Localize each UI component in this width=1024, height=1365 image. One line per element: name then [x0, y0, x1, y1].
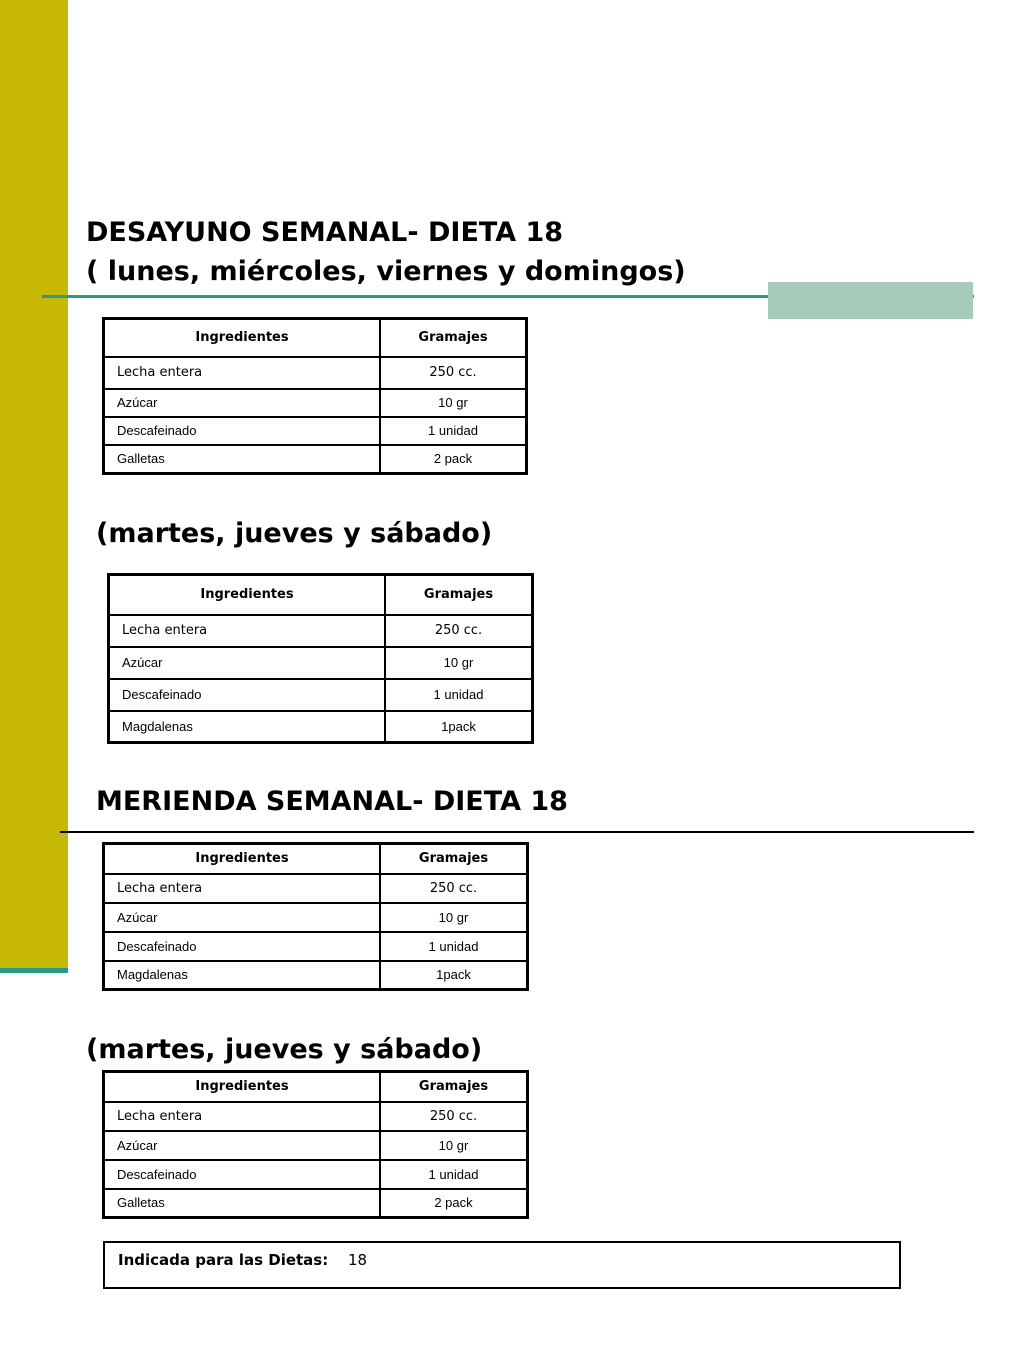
section-title-merienda-mjs: (martes, jueves y sábado): [86, 1034, 483, 1065]
table-row: [104, 1131, 528, 1160]
quantity-cell: 10 gr: [380, 1131, 528, 1160]
table-row: [104, 445, 527, 474]
table-row: [109, 647, 533, 679]
quantity-cell: 1 unidad: [380, 1160, 528, 1189]
table-desayuno-lmvd: [102, 317, 528, 475]
ingredient-cell: Magdalenas: [109, 711, 386, 743]
ingredient-cell: Descafeinado: [104, 1160, 381, 1189]
quantity-cell: 1 unidad: [380, 417, 527, 445]
quantity-cell: 1 unidad: [380, 932, 528, 961]
ingredient-cell: Azúcar: [104, 389, 381, 417]
ingredient-cell: Azúcar: [109, 647, 386, 679]
quantity-cell: 250 cc.: [380, 357, 527, 389]
ingredient-cell: Magdalenas: [104, 961, 381, 990]
ingredient-cell: Descafeinado: [109, 679, 386, 711]
table-row: [104, 1160, 528, 1189]
ingredient-cell: Lecha entera: [104, 357, 381, 389]
section-title-desayuno-line2: ( lunes, miércoles, viernes y domingos): [86, 256, 686, 287]
section-title-desayuno-line1: DESAYUNO SEMANAL- DIETA 18: [86, 217, 564, 248]
column-header-gramajes: Gramajes: [385, 575, 533, 615]
table-row: [104, 961, 528, 990]
ingredient-cell: Galletas: [104, 445, 381, 474]
table-row: [104, 903, 528, 932]
ingredient-cell: Descafeinado: [104, 417, 381, 445]
ingredient-cell: Azúcar: [104, 1131, 381, 1160]
column-header-ingredientes: Ingredientes: [104, 1072, 381, 1102]
column-header-ingredientes: Ingredientes: [109, 575, 386, 615]
column-header-ingredientes: Ingredientes: [104, 844, 381, 874]
side-accent-bar: [0, 0, 68, 968]
section-divider-line: [60, 831, 974, 833]
table-row: [104, 932, 528, 961]
section-title-merienda: MERIENDA SEMANAL- DIETA 18: [96, 786, 568, 817]
diet-indication-box: [103, 1241, 901, 1289]
quantity-cell: 1 unidad: [385, 679, 533, 711]
table-row: [104, 417, 527, 445]
column-header-gramajes: Gramajes: [380, 319, 527, 357]
table-row: [109, 679, 533, 711]
ingredient-cell: Lecha entera: [104, 1102, 381, 1131]
ingredient-cell: Lecha entera: [109, 615, 386, 647]
table-row: [109, 711, 533, 743]
column-header-gramajes: Gramajes: [380, 1072, 528, 1102]
table-row: [104, 357, 527, 389]
table-row: [109, 615, 533, 647]
table-merienda-mjs: [102, 1070, 529, 1219]
quantity-cell: 1pack: [385, 711, 533, 743]
quantity-cell: 2 pack: [380, 445, 527, 474]
table-merienda: [102, 842, 529, 991]
ingredient-cell: Lecha entera: [104, 874, 381, 903]
ingredient-cell: Azúcar: [104, 903, 381, 932]
column-header-ingredientes: Ingredientes: [104, 319, 381, 357]
side-accent-bar-foot: [0, 968, 68, 973]
quantity-cell: 250 cc.: [380, 874, 528, 903]
section-title-desayuno-mjs: (martes, jueves y sábado): [96, 518, 493, 549]
table-row: [104, 1102, 528, 1131]
diet-indication-value: 18: [348, 1251, 368, 1269]
quantity-cell: 10 gr: [380, 389, 527, 417]
column-header-gramajes: Gramajes: [380, 844, 528, 874]
table-row: [104, 874, 528, 903]
ingredient-cell: Descafeinado: [104, 932, 381, 961]
table-row: [104, 1189, 528, 1218]
quantity-cell: 250 cc.: [385, 615, 533, 647]
quantity-cell: 2 pack: [380, 1189, 528, 1218]
header-divider-block: [768, 282, 973, 319]
table-desayuno-mjs: [107, 573, 534, 744]
quantity-cell: 10 gr: [385, 647, 533, 679]
quantity-cell: 10 gr: [380, 903, 528, 932]
ingredient-cell: Galletas: [104, 1189, 381, 1218]
table-row: [104, 389, 527, 417]
quantity-cell: 250 cc.: [380, 1102, 528, 1131]
diet-indication-label: Indicada para las Dietas:: [118, 1251, 329, 1269]
quantity-cell: 1pack: [380, 961, 528, 990]
